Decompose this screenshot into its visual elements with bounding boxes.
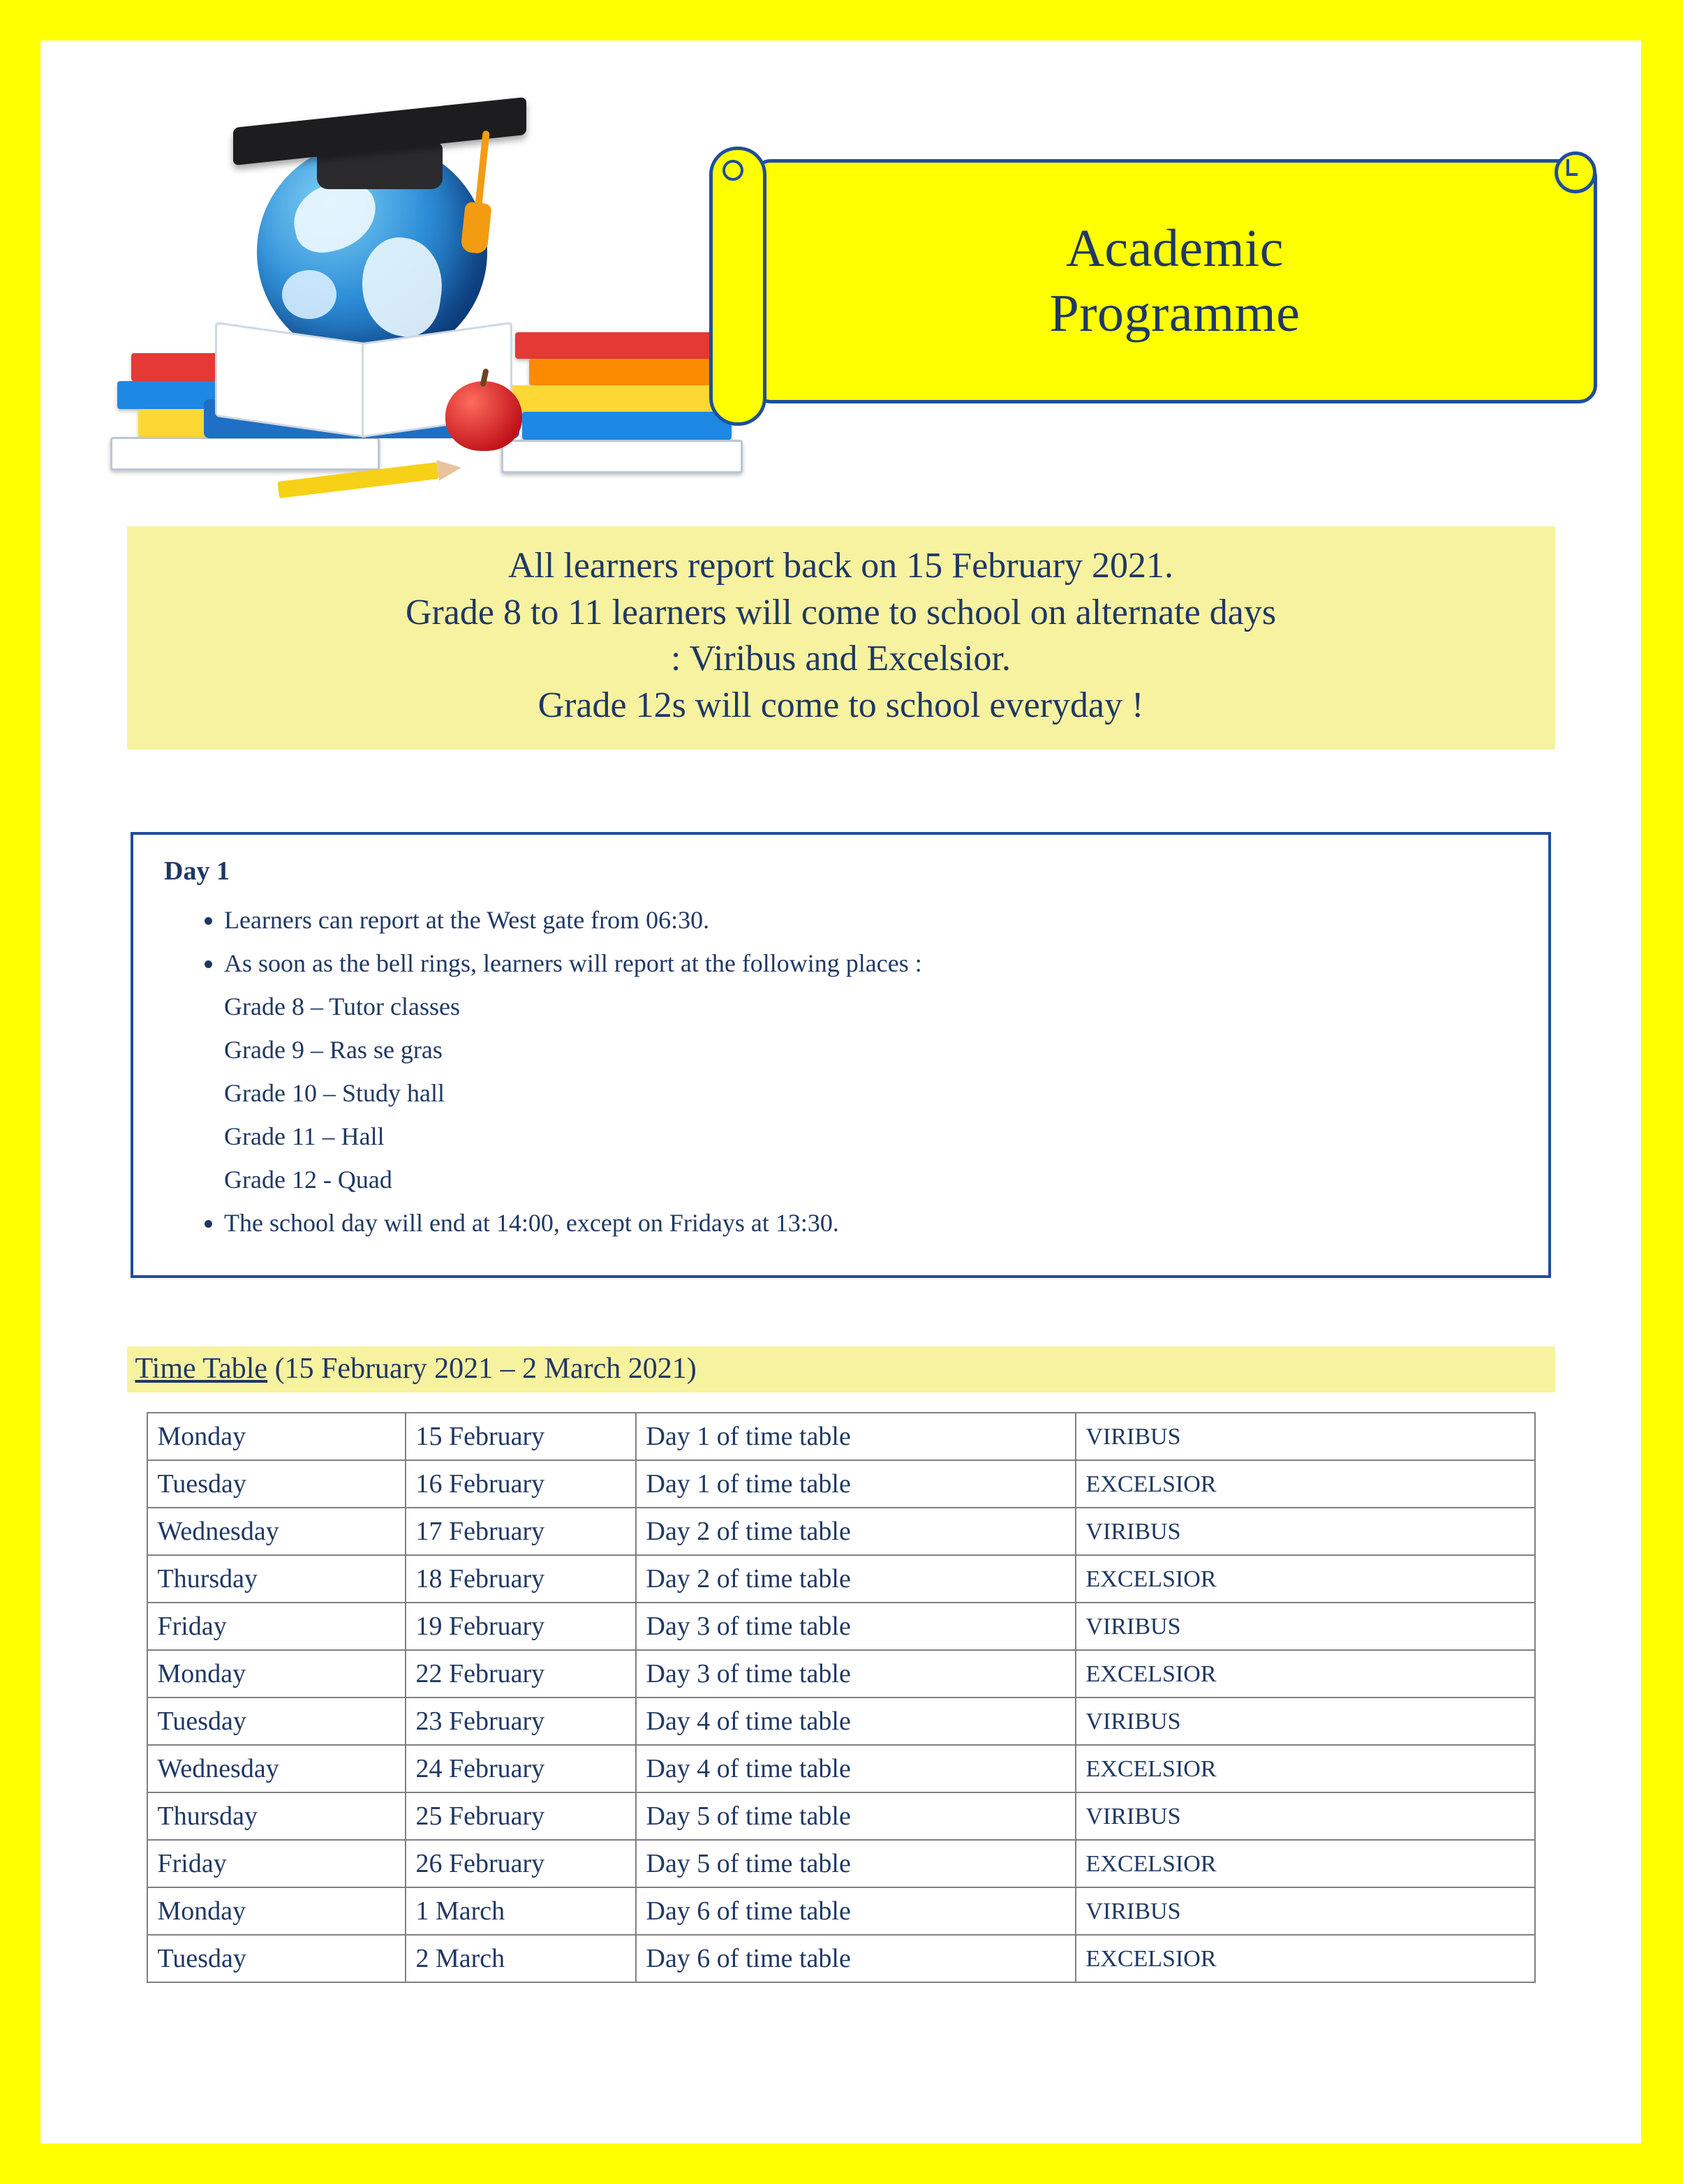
cell-note: Day 5 of time table — [636, 1840, 1076, 1887]
cell-note: Day 2 of time table — [636, 1555, 1076, 1603]
cell-day: Tuesday — [147, 1935, 406, 1982]
cell-date: 19 February — [406, 1603, 636, 1650]
banner-title-line-1: Academic — [1065, 219, 1284, 278]
cell-day: Friday — [147, 1603, 406, 1650]
cell-date: 1 March — [406, 1887, 636, 1935]
cell-day: Monday — [147, 1413, 406, 1460]
cell-day: Thursday — [147, 1555, 406, 1603]
cell-note: Day 4 of time table — [636, 1698, 1076, 1745]
grade-location-line: Grade 9 – Ras se gras — [224, 1035, 443, 1064]
grade-location-line: Grade 12 - Quad — [224, 1165, 392, 1194]
table-row — [147, 1460, 1535, 1508]
list-item: • The school day will end at 14:00, except on Fridays at 13:30. — [224, 1202, 1518, 1245]
cell-note: Day 3 of time table — [636, 1650, 1076, 1698]
cell-date: 22 February — [406, 1650, 636, 1698]
grade-location-line: Grade 11 – Hall — [224, 1122, 385, 1150]
cell-day: Thursday — [147, 1792, 406, 1840]
cell-date: 16 February — [406, 1460, 636, 1508]
cell-note: Day 5 of time table — [636, 1792, 1076, 1840]
table-row — [147, 1840, 1535, 1887]
school-supplies-illustration — [68, 53, 655, 472]
scroll-roll-left-icon — [709, 147, 766, 426]
book-icon — [110, 437, 380, 470]
cell-note: Day 6 of time table — [636, 1935, 1076, 1982]
day-one-bullet-list — [164, 899, 1518, 986]
cell-date: 15 February — [406, 1413, 636, 1460]
table-row — [147, 1745, 1535, 1792]
table-row — [147, 1413, 1535, 1460]
timetable-heading-block — [127, 1346, 1555, 1392]
day-one-bullet-list-end — [164, 1202, 1518, 1245]
apple-icon — [445, 381, 522, 451]
cell-group: EXCELSIOR — [1076, 1650, 1535, 1698]
cell-group: VIRIBUS — [1076, 1508, 1535, 1555]
cell-day: Monday — [147, 1650, 406, 1698]
cell-group: EXCELSIOR — [1076, 1555, 1535, 1603]
cell-date: 25 February — [406, 1792, 636, 1840]
day-one-info-box — [131, 832, 1551, 1278]
timetable — [147, 1412, 1536, 1983]
cell-date: 17 February — [406, 1508, 636, 1555]
cell-group: VIRIBUS — [1076, 1792, 1535, 1840]
timetable-heading — [131, 1352, 1551, 1386]
cell-date: 23 February — [406, 1698, 636, 1745]
cell-group: EXCELSIOR — [1076, 1840, 1535, 1887]
timetable-heading-label: Time Table — [135, 1353, 268, 1386]
timetable-body — [147, 1413, 1535, 1982]
book-icon — [515, 332, 725, 359]
table-row — [147, 1935, 1535, 1982]
list-item: • As soon as the bell rings, learners will report at the following places : — [224, 942, 1518, 986]
cell-note: Day 6 of time table — [636, 1887, 1076, 1935]
notice-line-4: Grade 12s will come to school everyday ! — [537, 685, 1144, 725]
table-row — [147, 1603, 1535, 1650]
table-row — [147, 1887, 1535, 1935]
cell-date: 24 February — [406, 1745, 636, 1792]
table-row — [147, 1650, 1535, 1698]
scroll-knob-right-icon — [1555, 151, 1596, 193]
notice-line-2: Grade 8 to 11 learners will come to school on alternate days — [405, 592, 1277, 632]
cell-day: Tuesday — [147, 1460, 406, 1508]
banner-title-line-2: Programme — [1049, 284, 1300, 343]
cell-date: 2 March — [406, 1935, 636, 1982]
cell-day: Friday — [147, 1840, 406, 1887]
cell-day: Monday — [147, 1887, 406, 1935]
cell-date: 18 February — [406, 1555, 636, 1603]
cell-note: Day 1 of time table — [636, 1413, 1076, 1460]
cell-note: Day 2 of time table — [636, 1508, 1076, 1555]
grade-location-line: Grade 10 – Study hall — [224, 1078, 445, 1107]
day-one-title: Day 1 — [164, 856, 230, 886]
cell-group: EXCELSIOR — [1076, 1935, 1535, 1982]
document-sheet — [40, 40, 1641, 2144]
cell-group: VIRIBUS — [1076, 1413, 1535, 1460]
cell-group: VIRIBUS — [1076, 1887, 1535, 1935]
title-banner — [697, 144, 1597, 423]
cell-date: 26 February — [406, 1840, 636, 1887]
cell-day: Tuesday — [147, 1698, 406, 1745]
banner-body — [752, 159, 1597, 403]
table-row — [147, 1555, 1535, 1603]
cell-day: Wednesday — [147, 1508, 406, 1555]
timetable-heading-range: (15 February 2021 – 2 March 2021) — [267, 1353, 697, 1386]
cell-group: EXCELSIOR — [1076, 1460, 1535, 1508]
notice-block — [127, 526, 1555, 750]
cell-day: Wednesday — [147, 1745, 406, 1792]
grade-location-line: Grade 8 – Tutor classes — [224, 993, 460, 1020]
notice-line-3: : Viribus and Excelsior. — [671, 639, 1011, 679]
table-row — [147, 1508, 1535, 1555]
cell-note: Day 4 of time table — [636, 1745, 1076, 1792]
graduation-cap-icon — [233, 91, 526, 175]
cell-note: Day 1 of time table — [636, 1460, 1076, 1508]
notice-line-1: All learners report back on 15 February 2021. — [507, 546, 1174, 586]
cell-group: VIRIBUS — [1076, 1603, 1535, 1650]
cell-group: EXCELSIOR — [1076, 1745, 1535, 1792]
document-header — [40, 40, 1641, 501]
book-icon — [501, 440, 743, 473]
cell-note: Day 3 of time table — [636, 1603, 1076, 1650]
cell-group: VIRIBUS — [1076, 1698, 1535, 1745]
list-item: • Learners can report at the West gate from 06:30. — [224, 899, 1518, 942]
table-row — [147, 1698, 1535, 1745]
table-row — [147, 1792, 1535, 1840]
